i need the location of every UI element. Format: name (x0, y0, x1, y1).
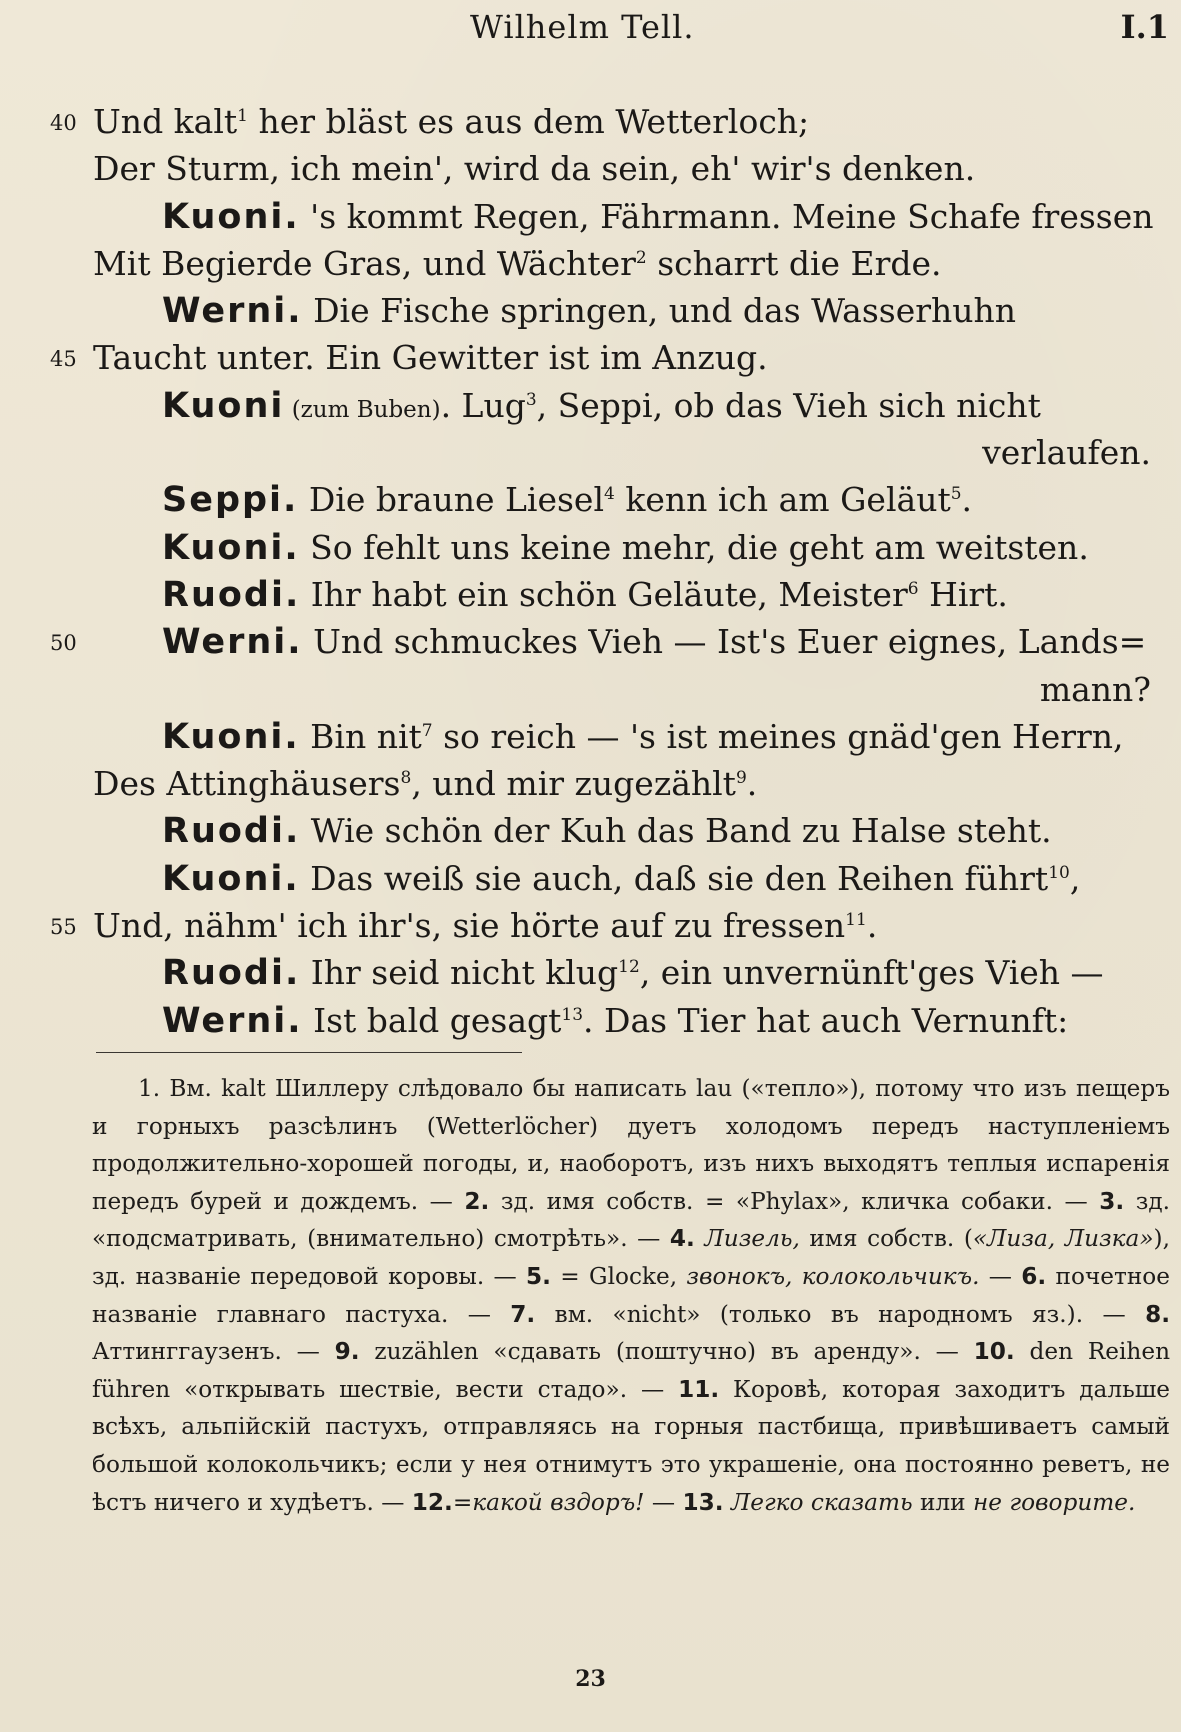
footnote-text: » (только въ народномъ яз.). — (686, 1300, 1146, 1328)
verse-text-run: Die braune Liesel (298, 480, 604, 520)
verse-line (0, 98, 1181, 145)
speaker-name: Werni. (162, 1000, 303, 1041)
verse-text-run: . Das Tier hat auch Vernunft: (583, 1000, 1069, 1040)
footnote-marker: 8 (400, 768, 412, 789)
footnote-text: ), зд. названіе передовой коровы. — (92, 1225, 1170, 1290)
verse-text-run: mann? (1039, 669, 1151, 709)
verse-text-run: Wie schön der Kuh das Band zu Halse steht. (300, 811, 1052, 851)
verse-text-run: Der Sturm, ich mein', wird da sein, eh' wir's denken. (93, 149, 976, 189)
footnote-number: 10. (973, 1338, 1015, 1366)
footnote-gloss: «Лиза, Лизка» (972, 1225, 1154, 1253)
footnote-marker: 3 (525, 389, 537, 410)
verse-line-text (162, 193, 1154, 241)
footnote-marker: 7 (421, 720, 433, 741)
footnote-marker: 6 (907, 578, 919, 599)
verse-line-text (162, 287, 1016, 335)
speaker-name: Kuoni. (162, 858, 300, 899)
footnote-marker: 13 (561, 1004, 584, 1025)
verse-line (0, 334, 1181, 381)
verse-line-text (162, 855, 1080, 903)
footnote-marker: 10 (1048, 862, 1070, 883)
speaker-name: Ruodi. (162, 953, 301, 994)
footnote-rule (96, 1052, 522, 1053)
speaker-name: Ruodi. (162, 811, 301, 852)
verse-text-run: Und schmuckes Vieh — Ist's Euer eignes, Lands= (302, 622, 1147, 662)
footnote-number: 3. (1099, 1187, 1125, 1215)
footnote-text: Коровѣ, которая заходитъ дальше всѣхъ, альпійскій пастухъ, отправляясь на горныя пастбища, привѣшиваетъ самый большой колокольчикъ; если у нея отнимутъ это украшеніе, она постоянно реветъ, не ѣстъ ничего и худѣетъ. — (92, 1375, 1170, 1516)
verse-line (0, 240, 1181, 287)
footnote-text (360, 1338, 375, 1365)
verse-text-run: scharrt die Erde. (646, 243, 942, 283)
verse-line-text (93, 902, 877, 949)
verse-text-run: Ihr seid nicht klug (300, 953, 619, 993)
footnote-text: 1. Вм. (138, 1075, 222, 1102)
line-number: 55 (50, 915, 77, 940)
verse-line (0, 476, 1181, 523)
footnote-text: Шиллеру слѣдовало бы написать (265, 1075, 697, 1102)
verse-line-text (162, 997, 1068, 1045)
page-number: 23 (575, 1666, 606, 1692)
footnote-gloss: не говорите. (972, 1488, 1136, 1516)
verse-line (0, 666, 1181, 713)
verse-line (0, 524, 1181, 571)
speaker-name: Kuoni. (162, 527, 300, 568)
footnote-text: имя собств. ( (799, 1225, 973, 1253)
line-number: 45 (50, 347, 77, 372)
footnote-text: «сдавать (поштучно) въ аренду». — (478, 1338, 974, 1366)
verse-line-text (93, 334, 768, 381)
footnote-gloss: звонокъ, колокольчикъ. (677, 1262, 980, 1290)
verse-line (0, 713, 1181, 760)
verse-line (0, 618, 1181, 665)
verse-text-run: Ist bald gesagt (302, 1000, 562, 1040)
verse-line-text (93, 240, 942, 287)
footnote-number: 7. (510, 1300, 536, 1328)
verse-text-run: , (1069, 858, 1081, 898)
footnote-text (1015, 1338, 1030, 1365)
footnote-gloss: Легко сказать (723, 1488, 913, 1516)
verse-line (0, 193, 1181, 240)
footnote-gloss: Лизель, (694, 1225, 800, 1253)
footnote-text: Аттинггаузенъ. — (92, 1338, 335, 1366)
footnote-text: Glocke, (589, 1262, 678, 1290)
verse-text-run: So fehlt uns keine mehr, die geht am weitsten. (299, 527, 1089, 567)
footnote-text: вм. « (535, 1300, 627, 1328)
footnote-number: 5. (526, 1262, 551, 1290)
footnote-text: — (644, 1488, 683, 1516)
footnote-number: 11. (678, 1375, 720, 1403)
verse-line-continuation (982, 429, 1151, 476)
verse-line (0, 855, 1181, 902)
footnote-text: zuzählen (374, 1338, 479, 1366)
verse-text-run: Hirt. (918, 574, 1008, 614)
footnote-text: nicht (626, 1300, 687, 1328)
verse-line-text (162, 476, 972, 524)
running-head (0, 8, 1181, 48)
footnote-text: ) дуетъ холодомъ передъ наступленіемъ продолжительно-хорошей погоды, и, наоборотъ, изъ нихъ выходятъ теплыя испаренія передъ бурей и дождемъ. — (92, 1112, 1170, 1215)
verse-text-run: . Lug (440, 385, 526, 425)
footnote-marker: 9 (735, 768, 747, 789)
verse-line-text (93, 760, 757, 807)
footnote-text: lau (696, 1075, 733, 1102)
verse-text-run: verlaufen. (982, 433, 1151, 473)
footnotes (92, 1070, 1170, 1521)
footnote-text: — (979, 1262, 1022, 1290)
running-head-title: Wilhelm Tell. (470, 8, 695, 46)
verse-text-run: Und, nähm' ich ihr's, sie hörte auf zu fressen (93, 906, 846, 946)
footnote-text: «открывать шествіе, вести стадо». — (170, 1375, 679, 1403)
verse-text-run: Die Fische springen, und das Wasserhuhn (302, 291, 1017, 331)
verse-text-run: kenn ich am Geläut (614, 480, 951, 520)
verse-line-continuation (1040, 666, 1151, 713)
footnote-marker: 1 (237, 106, 248, 126)
verse-text-run: Ihr habt ein schön Geläute, Meister (300, 574, 908, 614)
verse-text-run: Des Attinghäusers (93, 764, 401, 804)
footnote-text: почетное названіе главнаго пастуха. — (92, 1262, 1170, 1328)
footnote-text: или (912, 1488, 973, 1516)
verse-text-run: Taucht unter. Ein Gewitter ist im Anzug. (93, 338, 768, 378)
speaker-name: Werni. (162, 291, 303, 332)
verse-text-run: her bläst es aus dem Wetterloch; (248, 102, 810, 141)
verse-line-text (162, 807, 1052, 855)
speaker-name: Ruodi. (162, 574, 301, 615)
verse-text-run: so reich — 's ist meines gnäd'gen Herrn, (432, 716, 1124, 756)
verse-line (0, 287, 1181, 334)
footnote-text: = (452, 1488, 473, 1516)
verse-line-text (162, 713, 1124, 761)
verse-line (0, 997, 1181, 1044)
verse-text-run: , ein unvernünft'ges Vieh — (639, 953, 1104, 993)
verse-line (0, 429, 1181, 476)
verse-text-run: Und kalt (93, 102, 238, 141)
verse-line-text (93, 98, 809, 145)
verse-line-text (93, 145, 975, 192)
line-number: 40 (50, 111, 77, 135)
verse-line-text (162, 618, 1146, 666)
verse-text (0, 98, 1181, 1044)
footnote-marker: 5 (950, 484, 962, 505)
footnote-marker: 12 (618, 957, 640, 978)
line-number: 50 (50, 631, 77, 656)
footnote-number: 9. (334, 1338, 360, 1366)
verse-line-text (162, 571, 1008, 619)
speaker-name: Kuoni. (162, 196, 300, 237)
verse-text-run: Das weiß sie auch, daß sie den Reihen führt (299, 858, 1049, 898)
footnote-text: («тепло»), потому что изъ пещеръ и горныхъ разсѣлинъ ( (92, 1075, 1171, 1140)
speaker-name: Kuoni. (162, 716, 300, 757)
verse-line (0, 145, 1181, 192)
verse-line (0, 571, 1181, 618)
footnote-text: kalt (221, 1075, 266, 1102)
footnote-marker: 11 (845, 910, 867, 931)
verse-text-run: , Seppi, ob das Vieh sich nicht (536, 385, 1041, 425)
verse-text-run: 's kommt Regen, Fährmann. Meine Schafe fressen (299, 196, 1154, 236)
footnote-gloss: какой вздоръ! (472, 1488, 645, 1516)
speaker-name: Werni. (162, 622, 303, 663)
verse-text-run: . (746, 764, 758, 804)
verse-text-run: Mit Begierde Gras, und Wächter (93, 243, 636, 283)
footnote-number: 4. (669, 1225, 695, 1253)
footnote-number: 2. (464, 1187, 490, 1215)
verse-line-text (162, 949, 1104, 997)
footnote-text: den Reihen führen (92, 1338, 1171, 1403)
footnote-text: Wetterlöcher (435, 1112, 589, 1140)
footnote-marker: 2 (635, 247, 647, 268)
verse-line (0, 902, 1181, 949)
verse-text-run: . (961, 480, 973, 520)
footnote-number: 12. (411, 1488, 453, 1516)
footnote-text: зд. «подсматривать, (внимательно) смотрѣть». — (92, 1187, 1170, 1253)
verse-line (0, 949, 1181, 996)
verse-line-text (162, 524, 1089, 572)
running-head-section: I.1 (1120, 8, 1169, 46)
footnote-marker: 4 (604, 484, 615, 505)
verse-line-text (162, 382, 1041, 434)
speaker-name: Seppi. (162, 480, 299, 521)
stage-direction: (zum Buben) (284, 396, 441, 423)
verse-line (0, 760, 1181, 807)
verse-line (0, 807, 1181, 854)
speaker-name: Kuoni (162, 385, 285, 426)
footnote-number: 6. (1021, 1262, 1047, 1290)
verse-text-run: Bin nit (299, 716, 422, 756)
footnote-number: 13. (682, 1488, 724, 1516)
footnote-text: зд. имя собств. = « (489, 1187, 751, 1215)
footnote-text: », кличка собаки. — (828, 1187, 1100, 1215)
verse-text-run: , und mir zugezählt (411, 764, 736, 804)
footnote-text: Phylax (750, 1187, 829, 1215)
footnote-text: = (550, 1262, 590, 1290)
verse-line (0, 382, 1181, 429)
verse-text-run: . (866, 906, 878, 946)
footnote-number: 8. (1145, 1300, 1171, 1328)
